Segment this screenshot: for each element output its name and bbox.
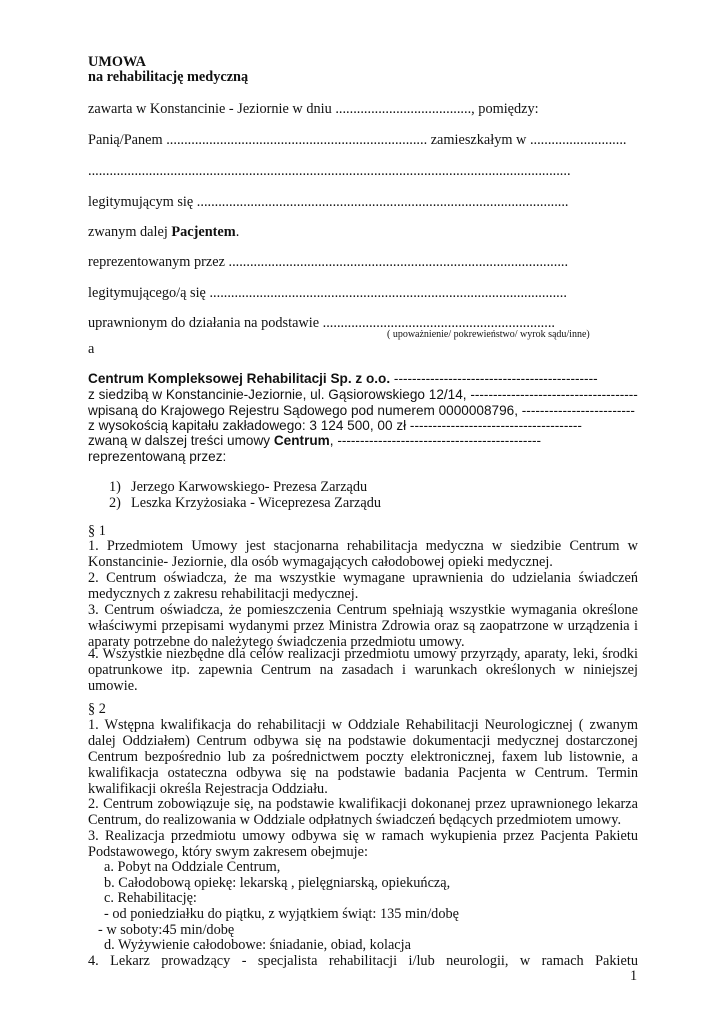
rep-number: 1) [109,479,121,495]
section-2-paragraph-1: 1. Wstępna kwalifikacja do rehabilitacji w Oddziale Rehabilitacji Neurologicznej ( zwanym dalej Oddziałem) Centrum odbywa się na podstawie dokumentacji medycznej dostarczonej Centrum bezpośrednio lub za pośrednictwem poczty elektronicznej, faxem lub listownie, a kwalifikacja ostateczna odbywa się na podstawie badania Pacjenta w Centrum. Termin kwalifikacji określa Rejestracja Oddziału. [88,717,638,797]
section-1-paragraph-3: 3. Centrum oświadcza, że pomieszczenia Centrum spełniają wszystkie wymagania określone właściwymi przepisami wydanymi przez Ministra Zdrowia oraz są zaopatrzone w urządzenia i aparaty potrzebne do należytego świadczenia przedmiotu umowy. [88,602,638,650]
company-rep-by: reprezentowaną przez: [88,449,227,464]
patient-term: Pacjentem [171,224,236,240]
centrum-term: Centrum [273,433,330,448]
section-1-paragraph-2: 2. Centrum oświadcza, że ma wszystkie wymagane uprawnienia do udzielania świadczeń medycznych z zakresu rehabilitacji medycznej. [88,570,638,602]
page-number: 1 [630,968,638,984]
list-item: d. Wyżywienie całodobowe: śniadanie, obiad, kolacja [104,937,411,953]
authorized-note: ( upoważnienie/ pokrewieństwo/ wyrok sądu/inne) [387,329,590,340]
party-line: Panią/Panem ......................................................................... zamieszkałym w ........................... [88,132,627,148]
section-2-paragraph-3: 3. Realizacja przedmiotu umowy odbywa się w ramach wykupienia przez Pacjenta Pakietu Podstawowego, który swym zakresem obejmuje: [88,828,638,860]
section-2-paragraph-2: 2. Centrum zobowiązuje się, na podstawie kwalifikacji dokonanej przez uprawnionego lekarza Centrum, do realizowania w Oddziale odpłatnych świadczeń będących przedmiotem umowy. [88,796,638,828]
list-item: a. Pobyt na Oddziale Centrum, [104,859,281,875]
company-seat-line: z siedzibą w Konstancinie-Jeziornie, ul. Gąsiorowskiego 12/14, ------------------------------------- [88,387,638,402]
concluded-line: zawarta w Konstancinie - Jeziornie w dniu ......................................, pomiędzy: [88,101,539,117]
section-1-heading: § 1 [88,523,106,539]
section-1-paragraph-4: 4. Wszystkie niezbędne dla celów realizacji przedmiotu umowy przyrządy, aparaty, leki, środki opatrunkowe itp. zapewnia Centrum na zasadach i warunkach określonych w niniejszej umowie. [88,646,638,694]
called-patient-line: zwanym dalej Pacjentem. [88,224,240,240]
rep-number: 2) [109,495,121,511]
rep-name: Leszka Krzyżosiaka - Wiceprezesa Zarządu [131,495,381,511]
company-called-line: zwaną w dalszej treści umowy Centrum, --------------------------------------------- [88,433,542,448]
rep-name: Jerzego Karwowskiego- Prezesa Zarządu [131,479,368,495]
company-krs-line: wpisaną do Krajowego Rejestru Sądowego pod numerem 0000008796, ------------------------- [88,403,635,418]
section-2-paragraph-4: 4. Lekarz prowadzący - specjalista rehabilitacji i/lub neurologii, w ramach Pakietu [88,953,638,969]
represented-line: reprezentowanym przez ............................................................................................... [88,254,569,270]
document-subtitle: na rehabilitację medyczną [88,69,249,85]
list-item: c. Rehabilitację: [104,890,197,906]
section-1-paragraph-1: 1. Przedmiotem Umowy jest stacjonarna rehabilitacja medyczna w siedzibie Centrum w Konstancinie- Jeziornie, dla osób wymagających całodobowej opieki medycznej. [88,538,638,570]
company-capital-line: z wysokością kapitału zakładowego: 3 124 500, 00 zł -------------------------------------- [88,418,582,433]
list-item: - w soboty:45 min/dobę [98,922,235,938]
rep-id-line: legitymującego/ą się .................................................................................................... [88,285,567,301]
document-title: UMOWA [88,54,146,70]
list-item: b. Całodobową opiekę: lekarską , pielęgniarską, opiekuńczą, [104,875,451,891]
id-line: legitymującym się ........................................................................................................ [88,194,569,210]
address-blank-line: ....................................................................................................................................... [88,163,571,179]
authorized-line: uprawnionym do działania na podstawie ................................................................. [88,315,555,331]
section-2-heading: § 2 [88,701,106,717]
list-item: - od poniedziałku do piątku, z wyjątkiem świąt: 135 min/dobę [104,906,459,922]
company-name-line: Centrum Kompleksowej Rehabilitacji Sp. z o.o. --------------------------------------------- [88,371,598,386]
and-word: a [88,341,95,357]
